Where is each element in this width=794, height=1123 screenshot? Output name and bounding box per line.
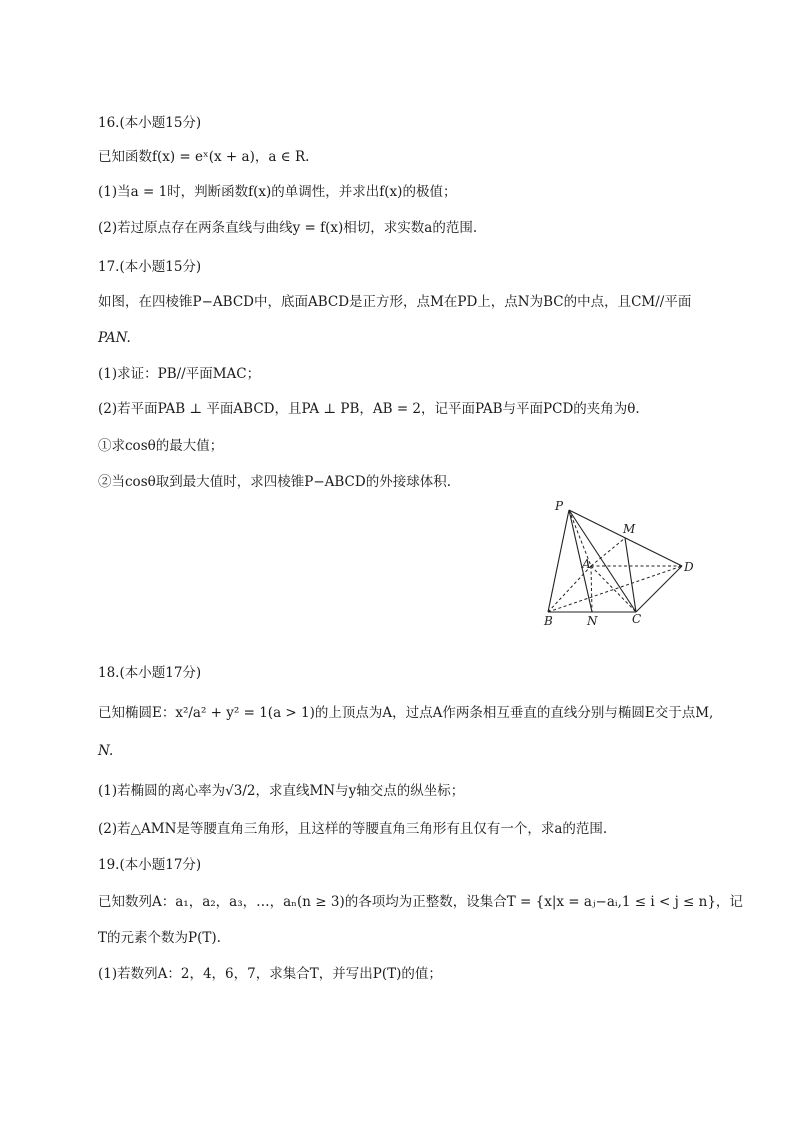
problem-17-sub-2: ②当cosθ取到最大值时，求四棱锥P−ABCD的外接球体积. xyxy=(98,474,452,490)
problem-19-part-1: (1)若数列A：2，4，6，7，求集合T，并写出P(T)的值； xyxy=(98,966,442,982)
problem-16-heading: 16.(本小题15分) xyxy=(98,115,202,131)
problem-18-part-2: (2)若△AMN是等腰直角三角形，且这样的等腰直角三角形有且仅有一个，求a的范围. xyxy=(98,821,608,837)
vertex-label-P: P xyxy=(555,499,564,513)
problem-18-stem-line-1: 已知椭圆E：x²/a² + y² = 1(a > 1)的上顶点为A，过点A作两条相互垂直的直线分别与椭圆E交于点M, xyxy=(98,705,714,721)
problem-18-stem-line-2: N. xyxy=(98,743,114,759)
problem-18-part-1: (1)若椭圆的离心率为√3/2，求直线MN与y轴交点的纵坐标； xyxy=(98,783,465,799)
edge-PB xyxy=(548,510,569,612)
problem-17-stem-line-2: PAN. xyxy=(98,330,131,346)
edge-CD xyxy=(636,566,682,612)
problem-17-stem-line-1: 如图，在四棱锥P−ABCD中，底面ABCD是正方形，点M在PD上，点N为BC的中点，且CM//平面 xyxy=(98,294,692,310)
problem-18-heading: 18.(本小题17分) xyxy=(98,665,202,681)
pyramid-figure xyxy=(545,498,705,628)
problem-16-part-1: (1)当a = 1时，判断函数f(x)的单调性，并求出f(x)的极值； xyxy=(98,184,457,200)
problem-17-sub-1: ①求cosθ的最大值； xyxy=(98,438,224,454)
problem-17-heading: 17.(本小题15分) xyxy=(98,259,202,275)
segment-AN xyxy=(591,566,592,612)
diagonal-BD xyxy=(548,566,682,612)
problem-16-part-2: (2)若过原点存在两条直线与曲线y = f(x)相切，求实数a的范围. xyxy=(98,220,478,236)
problem-16-stem: 已知函数f(x) = eˣ(x + a)，a ∈ R. xyxy=(98,149,310,165)
vertex-label-B: B xyxy=(544,614,553,628)
problem-19-stem-line-2: T的元素个数为P(T). xyxy=(98,930,221,946)
diagonal-AC xyxy=(591,566,636,612)
vertex-label-D: D xyxy=(684,560,694,574)
vertex-label-M: M xyxy=(623,522,636,536)
problem-17-part-1: (1)求证：PB//平面MAC； xyxy=(98,366,261,382)
vertex-label-A: A xyxy=(582,557,591,571)
problem-19-heading: 19.(本小题17分) xyxy=(98,857,202,873)
segment-CM xyxy=(625,538,636,612)
problem-19-stem-line-1: 已知数列A：a₁，a₂，a₃，…，aₙ(n ≥ 3)的各项均为正整数，设集合T = {x|x = aⱼ−aᵢ,1 ≤ i < j ≤ n}，记 xyxy=(98,894,743,910)
vertex-label-C: C xyxy=(632,612,642,626)
vertex-label-N: N xyxy=(587,614,598,628)
problem-17-part-2: (2)若平面PAB ⊥ 平面ABCD，且PA ⊥ PB，AB = 2，记平面PAB与平面PCD的夹角为θ. xyxy=(98,401,640,417)
